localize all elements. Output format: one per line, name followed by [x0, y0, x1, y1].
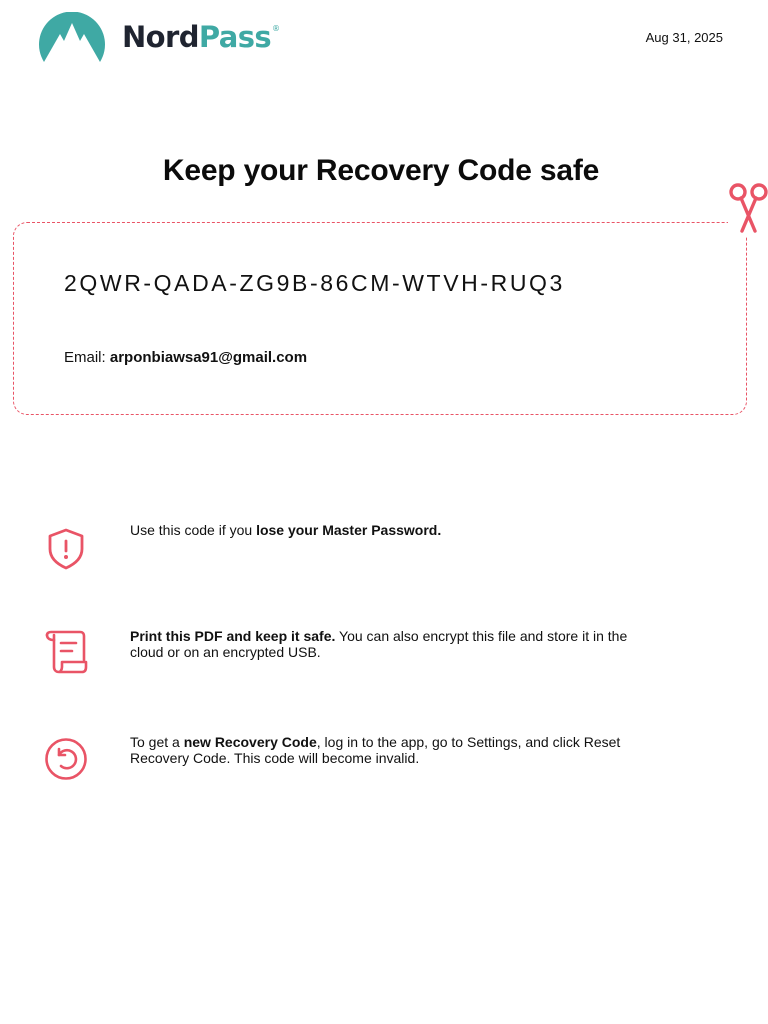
- tip-3-bold: new Recovery Code: [183, 734, 317, 750]
- tip-print-pdf: [130, 628, 660, 660]
- scissors-icon: [728, 182, 768, 236]
- document-date: Aug 31, 2025: [645, 30, 723, 45]
- reset-arrow-icon: [44, 737, 88, 781]
- nordpass-logo: [38, 12, 279, 64]
- tip-2-text: You can also encrypt this file and store it in the cloud or on an encrypted USB.: [130, 628, 628, 660]
- recovery-code: 2QWR-QADA-ZG9B-86CM-WTVH-RUQ3: [64, 270, 565, 296]
- recovery-code-card: [13, 222, 747, 415]
- brand-name-part1: Nord: [122, 19, 199, 54]
- tip-2-bold: Print this PDF and keep it safe.: [130, 628, 336, 644]
- tip-3-text-after: , log in to the app, go to Settings, and click Reset Recovery Code. This code will become invalid.: [130, 734, 621, 766]
- tip-1-text: Use this code if you: [130, 522, 257, 538]
- email-value: arponbiawsa91@gmail.com: [109, 349, 308, 366]
- tip-new-recovery-code: [130, 734, 660, 766]
- email-line: [64, 349, 307, 366]
- tip-1-bold: lose your Master Password.: [256, 522, 442, 538]
- shield-alert-icon: [44, 527, 88, 571]
- brand-name-part2: Pass: [198, 19, 272, 54]
- tip-lost-master-password: [130, 522, 660, 538]
- scroll-document-icon: [44, 630, 88, 674]
- nordpass-mountain-icon: [38, 12, 106, 64]
- brand-name: [122, 19, 280, 54]
- email-label: Email:: [64, 349, 106, 366]
- page-title: Keep your Recovery Code safe: [162, 154, 600, 187]
- registered-mark: ®: [272, 23, 280, 33]
- tip-3-text-before: To get a: [130, 734, 184, 750]
